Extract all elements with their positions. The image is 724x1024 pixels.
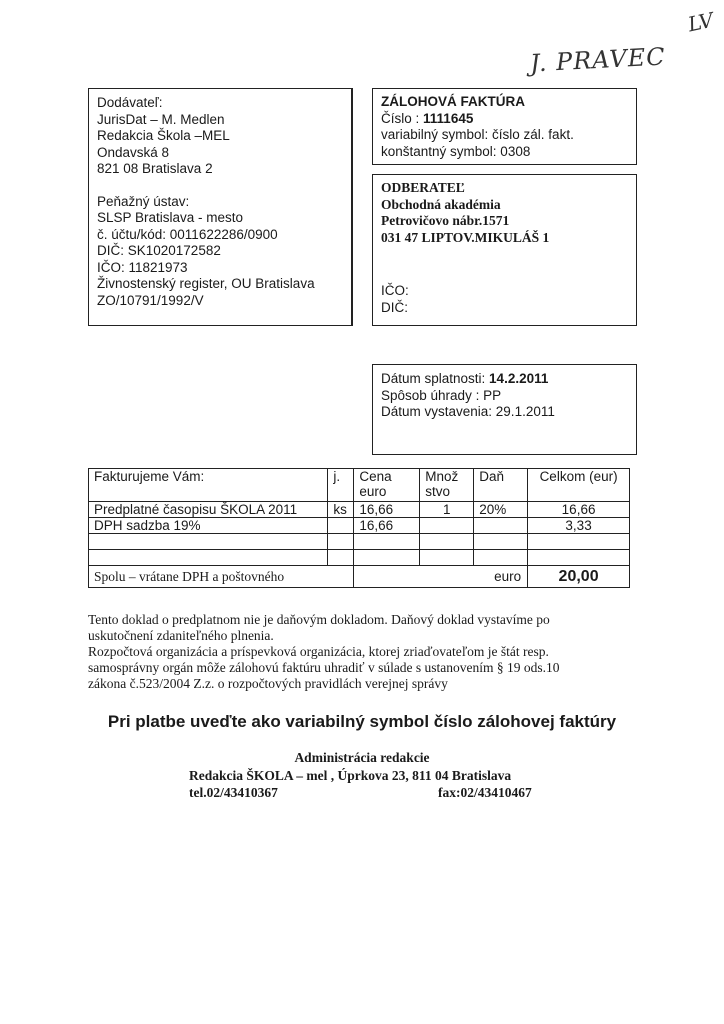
payment-notice: Pri platbe uveďte ako variabilný symbol číslo zálohovej faktúry (107, 712, 617, 731)
cell-total: 16,66 (528, 502, 630, 518)
cell-unit (328, 534, 354, 550)
note-line: samosprávny orgán môže zálohovú faktúru uhradiť v súlade s ustanovením § 19 ods.10 (88, 660, 560, 675)
note-line: Tento doklad o predplatnom nie je daňovým dokladom. Daňový doklad vystavíme po (88, 612, 550, 627)
header-price: Cena euro (354, 469, 420, 502)
header-description: Fakturujeme Vám: (89, 469, 328, 502)
bank-line: DIČ: SK1020172582 (97, 243, 221, 258)
table-row (89, 502, 630, 518)
cell-tax (474, 550, 528, 566)
handwritten-name: J. PRAVEC (529, 42, 667, 78)
payment-method: Spôsob úhrady : PP (381, 387, 502, 403)
due-date-row: Dátum splatnosti: 14.2.2011 (381, 371, 549, 386)
total-currency: euro (354, 566, 528, 588)
cell-quantity (420, 534, 474, 550)
invoice-number-row: Číslo : 1111645 (381, 110, 474, 126)
cell-quantity: 1 (420, 502, 474, 518)
customer-line: Petrovičovo nábr.1571 (381, 213, 510, 228)
supplier-line: 821 08 Bratislava 2 (97, 161, 213, 176)
cell-quantity (420, 550, 474, 566)
table-row (89, 518, 630, 534)
due-date: 14.2.2011 (489, 371, 549, 386)
bank-line: ZO/10791/1992/V (97, 292, 204, 308)
header-quantity: Množ stvo (420, 469, 474, 502)
cell-description (89, 550, 328, 566)
footer-address: Redakcia ŠKOLA – mel , Úprkova 23, 811 04 Bratislava (189, 768, 512, 783)
supplier-line: JurisDat – M. Medlen (97, 111, 225, 127)
cell-description: DPH sadzba 19% (89, 518, 328, 534)
cell-unit (328, 550, 354, 566)
customer-heading: ODBERATEĽ (381, 180, 465, 195)
supplier-heading: Dodávateľ: (97, 95, 163, 110)
cell-tax (474, 534, 528, 550)
supplier-box (88, 88, 353, 326)
supplier-line: Redakcia Škola –MEL (97, 128, 230, 143)
footer-title: Administrácia redakcie (294, 750, 430, 765)
customer-line: Obchodná akadémia (381, 196, 501, 212)
customer-box (372, 174, 637, 326)
customer-dic: DIČ: (381, 299, 408, 315)
cell-total (528, 534, 630, 550)
dates-box (372, 364, 637, 455)
cell-total (528, 550, 630, 566)
bank-line: Živnostenský register, OU Bratislava (97, 276, 315, 291)
invoice-number: 1111645 (423, 110, 474, 126)
variable-symbol: variabilný symbol: číslo zál. fakt. (381, 127, 574, 142)
cell-price: 16,66 (354, 518, 420, 534)
cell-tax (474, 518, 528, 534)
table-row (89, 534, 630, 550)
constant-symbol: konštantný symbol: 0308 (381, 143, 531, 159)
header-total: Celkom (eur) (528, 469, 630, 502)
handwritten-corner-mark: LV (685, 7, 716, 37)
supplier-line: Ondavská 8 (97, 144, 170, 160)
cell-total: 3,33 (528, 518, 630, 534)
total-value: 20,00 (528, 566, 630, 588)
table-header-row (89, 469, 630, 502)
table-row (89, 550, 630, 566)
issue-date: Dátum vystavenia: 29.1.2011 (381, 404, 555, 419)
invoice-box (372, 88, 637, 165)
header-unit: j. (328, 469, 354, 502)
legal-notes (88, 612, 648, 692)
customer-line: 031 47 LIPTOV.MIKULÁŠ 1 (381, 229, 550, 245)
total-row (89, 566, 630, 588)
cell-unit: ks (328, 502, 354, 518)
cell-tax: 20% (474, 502, 528, 518)
note-line: zákona č.523/2004 Z.z. o rozpočtových pravidlách verejnej správy (88, 676, 448, 691)
cell-quantity (420, 518, 474, 534)
bank-heading: Peňažný ústav: (97, 193, 190, 209)
header-tax: Daň (474, 469, 528, 502)
total-label: Spolu – vrátane DPH a poštovného (89, 566, 354, 588)
cell-unit (328, 518, 354, 534)
note-line: Rozpočtová organizácia a príspevková organizácia, ktorej zriaďovateľom je štát resp. (88, 644, 549, 659)
note-line: uskutočnení zdaniteľného plnenia. (88, 628, 274, 643)
items-table (88, 468, 630, 588)
bank-line: IČO: 11821973 (97, 259, 188, 275)
invoice-title: ZÁLOHOVÁ FAKTÚRA (381, 94, 525, 109)
bank-line: SLSP Bratislava - mesto (97, 210, 244, 225)
cell-price: 16,66 (354, 502, 420, 518)
cell-price (354, 550, 420, 566)
cell-description (89, 534, 328, 550)
cell-price (354, 534, 420, 550)
bank-line: č. účtu/kód: 0011622286/0900 (97, 226, 278, 242)
footer-tel: tel.02/43410367 (189, 785, 278, 800)
footer-fax: fax:02/43410467 (438, 785, 532, 800)
customer-ico: IČO: (381, 283, 409, 298)
cell-description: Predplatné časopisu ŠKOLA 2011 (89, 502, 328, 518)
